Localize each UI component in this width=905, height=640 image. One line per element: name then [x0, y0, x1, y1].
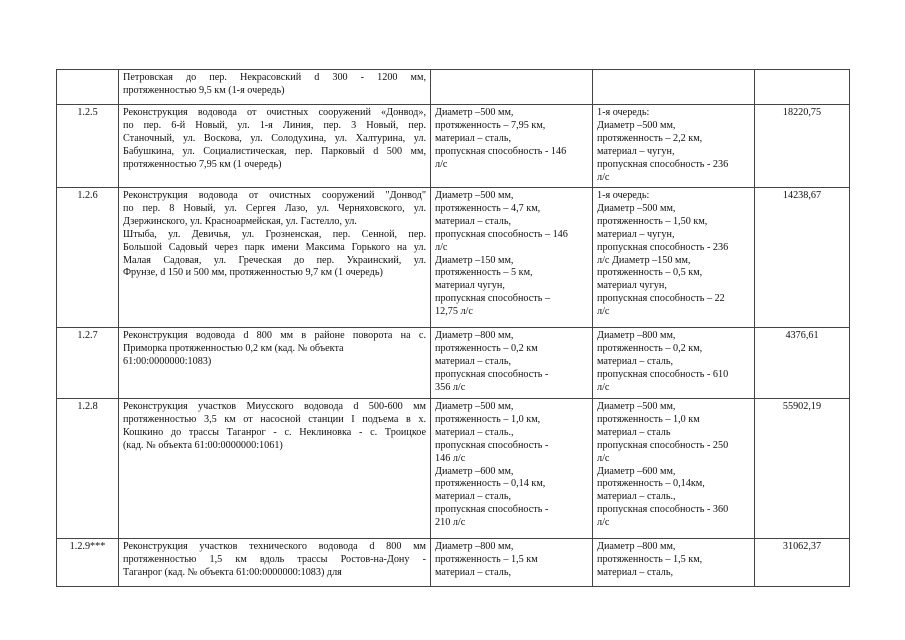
description-line: Фрунзе, d 150 и 500 мм, протяженностью 9,7 км (1 очередь)	[123, 267, 383, 279]
description-line: Реконструкция водовода d 800 мм в районе поворота на с.	[123, 330, 426, 341]
description-line: (кад. № объекта 61:00:0000000:1061)	[123, 439, 283, 451]
current-spec-line: пропускная способность -	[435, 439, 549, 451]
current-spec-line: Диаметр –500 мм,	[435, 107, 514, 118]
description-cell	[119, 70, 431, 105]
current-spec-line: протяженность – 4,7 км,	[435, 202, 541, 214]
current-spec-line: Диаметр –500 мм,	[435, 401, 514, 412]
item-number-cell	[57, 399, 119, 539]
description-cell	[119, 105, 431, 188]
new-spec-line: Диаметр –500 мм,	[597, 119, 676, 131]
cost-value: 18220,75	[782, 107, 822, 118]
cost-cell	[755, 188, 850, 328]
current-spec-cell	[431, 188, 593, 328]
new-spec-cell	[593, 399, 755, 539]
description-line: Таганрог (кад. № объекта 61:00:0000000:1083) для	[123, 566, 342, 578]
new-spec-line: л/с Диаметр –150 мм,	[597, 254, 691, 266]
new-spec-line: пропускная способность - 236	[597, 158, 729, 170]
current-spec-line: протяженность – 5 км,	[435, 267, 533, 279]
item-number: 1.2.9***	[69, 541, 106, 552]
new-spec-line: л/с	[597, 381, 610, 393]
new-spec-line: протяженность – 1,0 км	[597, 413, 700, 425]
cost-value: 31062,37	[782, 541, 822, 552]
cost-value: 4376,61	[785, 330, 819, 341]
current-spec-line: 12,75 л/с	[435, 306, 473, 318]
description-cell	[119, 399, 431, 539]
cost-value: 14238,67	[782, 190, 822, 201]
current-spec-line: материал – сталь,	[435, 215, 512, 227]
current-spec-line: пропускная способность – 146	[435, 228, 568, 240]
table-row	[57, 70, 850, 105]
table-row	[57, 399, 850, 539]
current-spec-line: пропускная способность –	[435, 293, 551, 305]
description-line: Реконструкция водовода от очистных сооружений «Донвод»,	[123, 107, 426, 118]
description-cell	[119, 328, 431, 399]
new-spec-line: Диаметр –800 мм,	[597, 330, 676, 341]
new-spec-line: материал – чугун,	[597, 228, 675, 240]
new-spec-line: протяженность – 0,14км,	[597, 478, 705, 490]
current-spec-line: материал – сталь.,	[435, 426, 514, 438]
current-spec-line: пропускная способность - 146	[435, 145, 567, 157]
new-spec-line: материал – сталь,	[597, 566, 674, 578]
description-line: по пер. 6-й Новый, ул. 1-я Линия, пер. 3 Новый, пер.	[123, 119, 426, 131]
description-line: Реконструкция участков Миусского водовода d 500-600 мм	[123, 401, 426, 412]
new-spec-line: материал – сталь,	[597, 355, 674, 367]
current-spec-cell	[431, 105, 593, 188]
current-spec-line: л/с	[435, 241, 448, 253]
description-line: Большой Садовый через парк имени Максима Горького на ул.	[123, 241, 426, 253]
current-spec-line: протяженность – 1,5 км	[435, 553, 538, 565]
current-spec-line: протяженность – 1,0 км,	[435, 413, 541, 425]
description-line: Кошкино до трассы Таганрог - с. Неклиновка - с. Троицкое	[123, 426, 426, 438]
description-line: протяженностью 3,5 км от насосной станции I подъема в х.	[123, 413, 426, 425]
description-cell	[119, 188, 431, 328]
description-cell	[119, 539, 431, 587]
new-spec-line: Диаметр –500 мм,	[597, 202, 676, 214]
new-spec-line: протяженность – 0,2 км,	[597, 342, 703, 354]
current-spec-line: 210 л/с	[435, 517, 466, 529]
new-spec-cell	[593, 539, 755, 587]
new-spec-line: материал – сталь	[597, 426, 671, 438]
current-spec-line: материал – сталь,	[435, 491, 512, 503]
item-number-cell	[57, 105, 119, 188]
infrastructure-table	[56, 69, 850, 587]
current-spec-line: Диаметр –800 мм,	[435, 330, 514, 341]
description-line: Малая Садовая, ул. Греческая до пер. Украинский, ул.	[123, 254, 426, 266]
new-spec-line: л/с	[597, 517, 610, 529]
current-spec-cell	[431, 399, 593, 539]
cost-cell	[755, 105, 850, 188]
description-line: Станочный, ул. Воскова, ул. Солодухина, ул. Халтурина, ул.	[123, 132, 426, 144]
new-spec-cell	[593, 70, 755, 105]
new-spec-line: л/с	[597, 306, 610, 318]
new-spec-line: протяженность – 2,2 км,	[597, 132, 703, 144]
current-spec-line: протяженность – 0,2 км	[435, 342, 538, 354]
item-number-cell	[57, 539, 119, 587]
description-line: Штыба, ул. Девичья, ул. Грозненская, пер. Сенной, пер.	[123, 228, 426, 240]
current-spec-line: пропускная способность -	[435, 504, 549, 516]
current-spec-line: пропускная способность -	[435, 368, 549, 380]
current-spec-cell	[431, 328, 593, 399]
description-line: Приморка протяженностью 0,2 км (кад. № объекта	[123, 342, 344, 354]
current-spec-cell	[431, 70, 593, 105]
new-spec-line: пропускная способность - 250	[597, 439, 729, 451]
new-spec-line: материал – сталь.,	[597, 491, 676, 503]
cost-cell	[755, 70, 850, 105]
item-number-cell	[57, 188, 119, 328]
description-line: протяженностью 7,95 км (1 очередь)	[123, 158, 282, 170]
current-spec-line: протяженность – 0,14 км,	[435, 478, 546, 490]
new-spec-line: пропускная способность - 236	[597, 241, 729, 253]
table-body	[57, 70, 850, 587]
current-spec-line: Диаметр –500 мм,	[435, 190, 514, 201]
description-line: Бабушкина, ул. Социалистическая, пер. Парковый d 500 мм,	[123, 145, 426, 157]
current-spec-line: 146 л/с	[435, 452, 466, 464]
current-spec-line: материал чугун,	[435, 280, 505, 292]
item-number: 1.2.5	[77, 107, 98, 118]
description-line: Дзержинского, ул. Красноармейская, ул. Гастелло, ул.	[123, 215, 357, 227]
current-spec-line: Диаметр –150 мм,	[435, 254, 514, 266]
item-number-cell	[57, 328, 119, 399]
new-spec-line: Диаметр –800 мм,	[597, 541, 676, 552]
item-number: 1.2.7	[77, 330, 98, 341]
cost-cell	[755, 539, 850, 587]
table-row	[57, 105, 850, 188]
current-spec-line: материал – сталь,	[435, 566, 512, 578]
cost-value: 55902,19	[782, 401, 822, 412]
new-spec-line: материал – чугун,	[597, 145, 675, 157]
description-line: протяженностью 9,5 км (1-я очередь)	[123, 84, 285, 96]
new-spec-line: 1-я очередь:	[597, 190, 650, 201]
new-spec-cell	[593, 188, 755, 328]
new-spec-line: пропускная способность - 360	[597, 504, 729, 516]
cost-cell	[755, 399, 850, 539]
new-spec-line: 1-я очередь:	[597, 107, 650, 118]
new-spec-line: Диаметр –500 мм,	[597, 401, 676, 412]
new-spec-line: протяженность – 1,50 км,	[597, 215, 708, 227]
current-spec-line: 356 л/с	[435, 381, 466, 393]
new-spec-cell	[593, 105, 755, 188]
description-line: Реконструкция водовода от очистных сооружений "Донвод"	[123, 190, 426, 201]
item-number: 1.2.8	[77, 401, 98, 412]
current-spec-line: материал – сталь,	[435, 132, 512, 144]
description-line: Реконструкция участков технического водовода d 800 мм	[123, 541, 426, 552]
new-spec-line: материал чугун,	[597, 280, 667, 292]
description-line: протяженностью 1,5 км вдоль трассы Ростов-на-Дону -	[123, 553, 426, 565]
cost-cell	[755, 328, 850, 399]
new-spec-line: протяженность – 1,5 км,	[597, 553, 703, 565]
item-number-cell	[57, 70, 119, 105]
current-spec-line: л/с	[435, 158, 448, 170]
new-spec-line: Диаметр –600 мм,	[597, 465, 676, 477]
current-spec-cell	[431, 539, 593, 587]
new-spec-line: протяженность – 0,5 км,	[597, 267, 703, 279]
table-row	[57, 539, 850, 587]
description-line: Петровская до пер. Некрасовский d 300 - 1200 мм,	[123, 72, 426, 83]
new-spec-line: л/с	[597, 171, 610, 183]
new-spec-line: пропускная способность - 610	[597, 368, 729, 380]
current-spec-line: Диаметр –800 мм,	[435, 541, 514, 552]
current-spec-line: Диаметр –600 мм,	[435, 465, 514, 477]
new-spec-cell	[593, 328, 755, 399]
current-spec-line: протяженность – 7,95 км,	[435, 119, 546, 131]
item-number: 1.2.6	[77, 190, 98, 201]
table-row	[57, 188, 850, 328]
new-spec-line: пропускная способность – 22	[597, 293, 725, 305]
current-spec-line: материал – сталь,	[435, 355, 512, 367]
table-row	[57, 328, 850, 399]
description-line: по пер. 8 Новый, ул. Сергея Лазо, ул. Черняховского, ул.	[123, 202, 426, 214]
new-spec-line: л/с	[597, 452, 610, 464]
description-line: 61:00:0000000:1083)	[123, 355, 212, 367]
